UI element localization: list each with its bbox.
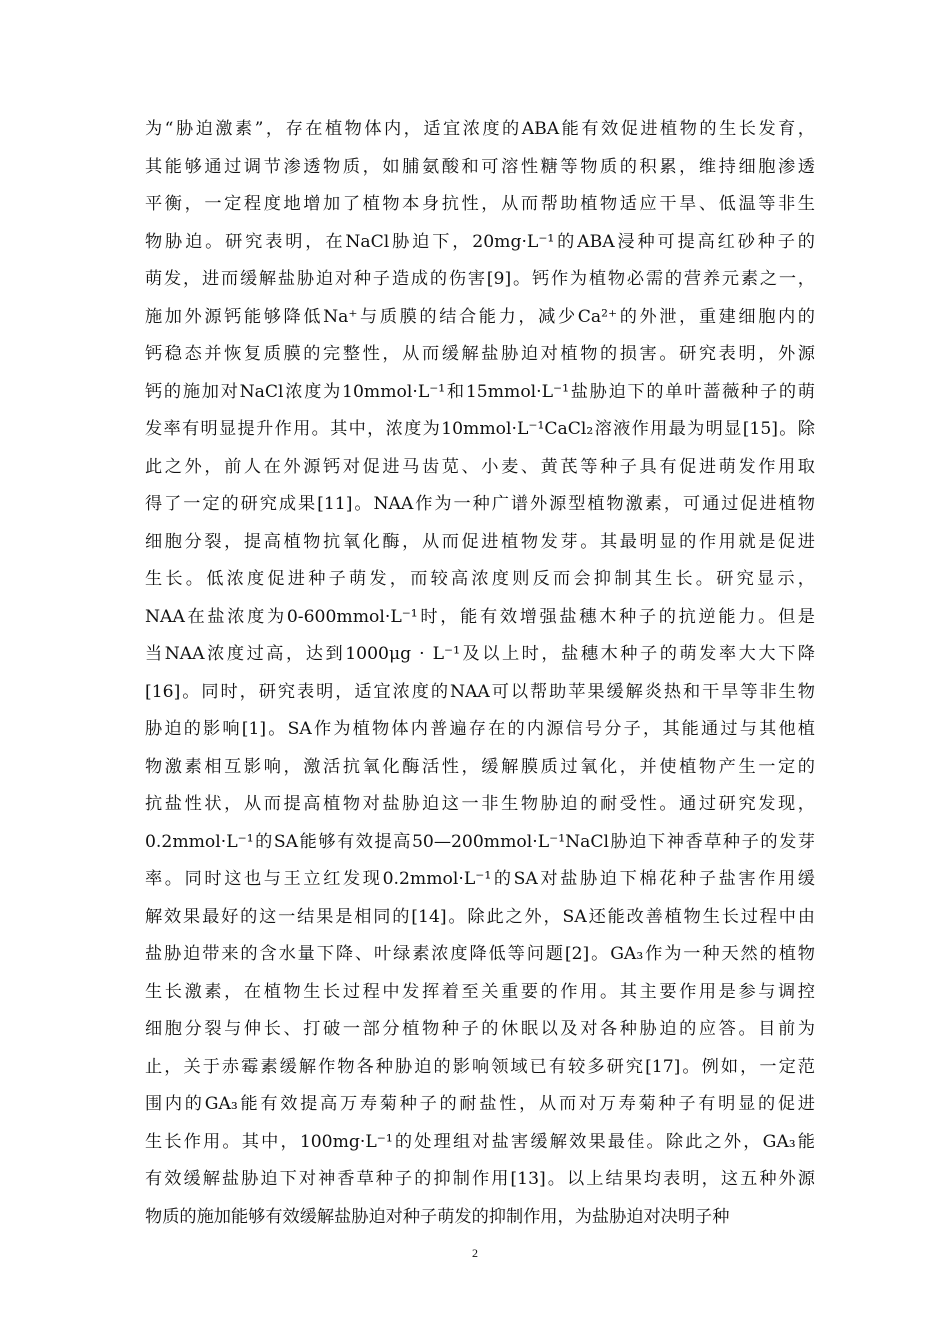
text-line: 抗盐性状，从而提高植物对盐胁迫这一非生物胁迫的耐受性。通过研究发现， <box>145 794 815 814</box>
text-line: 此之外，前人在外源钙对促进马齿苋、小麦、黄芪等种子具有促进萌发作用取 <box>145 456 815 477</box>
text-line: 0.2mmol·L⁻¹的SA能够有效提高50—200mmol·L⁻¹NaCl胁迫下神香草种子的发芽 <box>145 831 815 852</box>
text-line: 围内的GA₃能有效提高万寿菊种子的耐盐性，从而对万寿菊种子有明显的促进 <box>145 1094 815 1114</box>
text-line: 物质的施加能够有效缓解盐胁迫对种子萌发的抑制作用，为盐胁迫对决明子种 <box>145 1206 730 1227</box>
text-line: 物胁迫。研究表明，在NaCl胁迫下，20mg·L⁻¹的ABA浸种可提高红砂种子的 <box>145 231 815 252</box>
text-line: 细胞分裂与伸长、打破一部分植物种子的休眠以及对各种胁迫的应答。目前为 <box>145 1019 815 1039</box>
text-line: 生长激素，在植物生长过程中发挥着至关重要的作用。其主要作用是参与调控 <box>145 981 815 1002</box>
body-paragraph <box>145 111 815 1236</box>
text-line: 生长。低浓度促进种子萌发，而较高浓度则反而会抑制其生长。研究显示， <box>145 569 815 589</box>
text-line: 止，关于赤霉素缓解作物各种胁迫的影响领域已有较多研究[17]。例如，一定范 <box>145 1056 815 1077</box>
text-line: 施加外源钙能够降低Na⁺与质膜的结合能力，减少Ca²⁺的外泄，重建细胞内的 <box>145 306 815 327</box>
text-line: 钙的施加对NaCl浓度为10mmol·L⁻¹和15mmol·L⁻¹盐胁迫下的单叶蔷薇种子的萌 <box>145 381 815 402</box>
text-line: 率。同时这也与王立红发现0.2mmol·L⁻¹的SA对盐胁迫下棉花种子盐害作用缓 <box>145 869 815 889</box>
text-line: 胁迫的影响[1]。SA作为植物体内普遍存在的内源信号分子，其能通过与其他植 <box>145 719 815 739</box>
text-line: 为“胁迫激素”，存在植物体内，适宜浓度的ABA能有效促进植物的生长发育， <box>145 119 815 139</box>
text-line: 钙稳态并恢复质膜的完整性，从而缓解盐胁迫对植物的损害。研究表明，外源 <box>145 344 815 364</box>
text-line: 盐胁迫带来的含水量下降、叶绿素浓度降低等问题[2]。GA₃作为一种天然的植物 <box>145 944 815 964</box>
text-line: 有效缓解盐胁迫下对神香草种子的抑制作用[13]。以上结果均表明，这五种外源 <box>145 1169 815 1189</box>
text-line: NAA在盐浓度为0-600mmol·L⁻¹时，能有效增强盐穗木种子的抗逆能力。但是 <box>145 606 815 627</box>
page-number: 2 <box>472 1246 478 1260</box>
text-line: 其能够通过调节渗透物质，如脯氨酸和可溶性糖等物质的积累，维持细胞渗透 <box>145 156 815 177</box>
text-line: 生长作用。其中，100mg·L⁻¹的处理组对盐害缓解效果最佳。除此之外，GA₃能 <box>145 1131 815 1152</box>
text-line: 当NAA浓度过高，达到1000μg · L⁻¹及以上时，盐穗木种子的萌发率大大下降 <box>145 644 815 664</box>
text-line: 物激素相互影响，激活抗氧化酶活性，缓解膜质过氧化，并使植物产生一定的 <box>145 756 815 777</box>
text-line: 平衡，一定程度地增加了植物本身抗性，从而帮助植物适应干旱、低温等非生 <box>145 194 815 214</box>
text-line: [16]。同时，研究表明，适宜浓度的NAA可以帮助苹果缓解炎热和干旱等非生物 <box>145 681 815 702</box>
text-line: 得了一定的研究成果[11]。NAA作为一种广谱外源型植物激素，可通过促进植物 <box>145 494 815 514</box>
text-line: 发率有明显提升作用。其中，浓度为10mmol·L⁻¹CaCl₂溶液作用最为明显[15]。除 <box>145 419 815 439</box>
text-line: 细胞分裂，提高植物抗氧化酶，从而促进植物发芽。其最明显的作用就是促进 <box>145 531 815 552</box>
text-line: 解效果最好的这一结果是相同的[14]。除此之外，SA还能改善植物生长过程中由 <box>145 906 815 927</box>
text-line: 萌发，进而缓解盐胁迫对种子造成的伤害[9]。钙作为植物必需的营养元素之一， <box>145 269 815 289</box>
